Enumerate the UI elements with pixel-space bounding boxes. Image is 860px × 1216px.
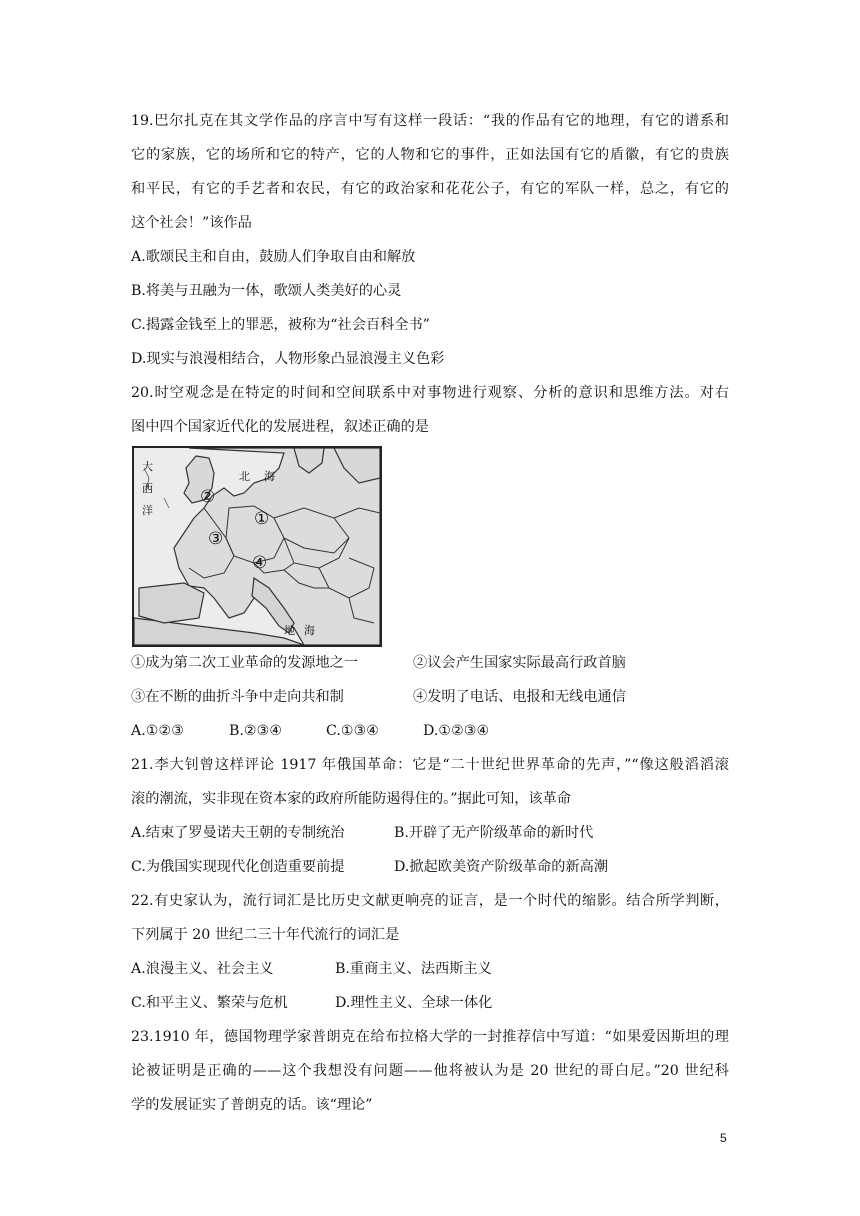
q20-option-a: A.①②③: [131, 723, 184, 739]
q20-statement-1: ①成为第二次工业革命的发源地之一: [131, 655, 359, 671]
map-label-med-2: 海: [304, 624, 315, 637]
q21-option-c: C.为俄国实现现代化创造重要前提: [131, 859, 345, 875]
page-number: 5: [720, 1131, 727, 1145]
q20-option-c: C.①③④: [326, 723, 380, 739]
q19-stem-line-3: 和平民，有它的手艺者和农民，有它的政治家和花花公子，有它的军队一样，总之，有它的: [131, 181, 729, 197]
europe-map: [132, 446, 382, 647]
q19-option-b: B.将美与丑融为一体，歌颂人类美好的心灵: [131, 283, 402, 299]
q22-stem-line-2: 下列属于 20 世纪二三十年代流行的词汇是: [131, 927, 400, 943]
q21-stem-line-2: 滚的潮流，实非现在资本家的政府所能防遏得住的。”据此可知，该革命: [131, 791, 571, 807]
q19-option-a: A.歌颂民主和自由，鼓励人们争取自由和解放: [131, 249, 416, 265]
map-marker-2: ②: [200, 487, 216, 507]
map-label-northsea-1: 北: [239, 470, 250, 483]
q20-statement-3: ③在不断的曲折斗争中走向共和制: [131, 689, 344, 705]
map-label-atlantic-1: 大: [142, 460, 153, 473]
q20-stem-line-2: 图中四个国家近代化的发展进程，叙述正确的是: [131, 419, 429, 435]
q22-option-a: A.浪漫主义、社会主义: [131, 961, 274, 977]
q19-stem-line-4: 这个社会！”该作品: [131, 215, 252, 231]
map-label-northsea-2: 海: [264, 470, 275, 483]
q19-stem-line-1: 19.巴尔扎克在其文学作品的序言中写有这样一段话：“我的作品有它的地理，有它的谱系和: [131, 113, 729, 129]
map-marker-4: ④: [252, 553, 268, 573]
q20-stem-line-1: 20.时空观念是在特定的时间和空间联系中对事物进行观察、分析的意识和思维方法。对右: [131, 385, 729, 401]
map-marker-3: ③: [208, 529, 224, 549]
q20-statement-4: ④发明了电话、电报和无线电通信: [413, 689, 626, 705]
q20-option-b: B.②③④: [229, 723, 283, 739]
q23-stem-line-3: 学的发展证实了普朗克的话。该“理论”: [131, 1097, 373, 1113]
europe-map-drawing: [134, 448, 380, 645]
map-marker-1: ①: [254, 509, 270, 529]
map-label-atlantic-3: 洋: [142, 504, 153, 517]
q21-stem-line-1: 21.李大钊曾这样评论 1917 年俄国革命：它是“二十世纪世界革命的先声，”“像这般滔滔滚: [131, 757, 729, 773]
q22-stem-line-1: 22.有史家认为，流行词汇是比历史文献更响亮的证言，是一个时代的缩影。结合所学判断，: [131, 893, 729, 909]
q22-option-d: D.理性主义、全球一体化: [335, 995, 493, 1011]
q21-option-a: A.结束了罗曼诺夫王朝的专制统治: [131, 825, 345, 841]
q21-option-d: D.掀起欧美资产阶级革命的新高潮: [394, 859, 609, 875]
q21-option-b: B.开辟了无产阶级革命的新时代: [394, 825, 594, 841]
map-label-atlantic-2: 西: [142, 482, 153, 495]
q19-option-c: C.揭露金钱至上的罪恶，被称为“社会百科全书”: [131, 317, 430, 333]
q20-option-d: D.①②③④: [423, 723, 490, 739]
q22-option-c: C.和平主义、繁荣与危机: [131, 995, 288, 1011]
q20-statement-2: ②议会产生国家实际最高行政首脑: [413, 655, 626, 671]
q22-option-b: B.重商主义、法西斯主义: [335, 961, 492, 977]
q19-stem-line-2: 它的家族，它的场所和它的特产，它的人物和它的事件，正如法国有它的盾徽，有它的贵族: [131, 147, 729, 163]
map-label-med-1: 地: [284, 624, 295, 637]
q23-stem-line-2: 论被证明是正确的——这个我想没有问题——他将被认为是 20 世纪的哥白尼。”20 世纪科: [131, 1063, 729, 1079]
q23-stem-line-1: 23.1910 年，德国物理学家普朗克在给布拉格大学的一封推荐信中写道：“如果爱因斯坦的理: [131, 1029, 729, 1045]
q19-option-d: D.现实与浪漫相结合，人物形象凸显浪漫主义色彩: [131, 351, 445, 367]
